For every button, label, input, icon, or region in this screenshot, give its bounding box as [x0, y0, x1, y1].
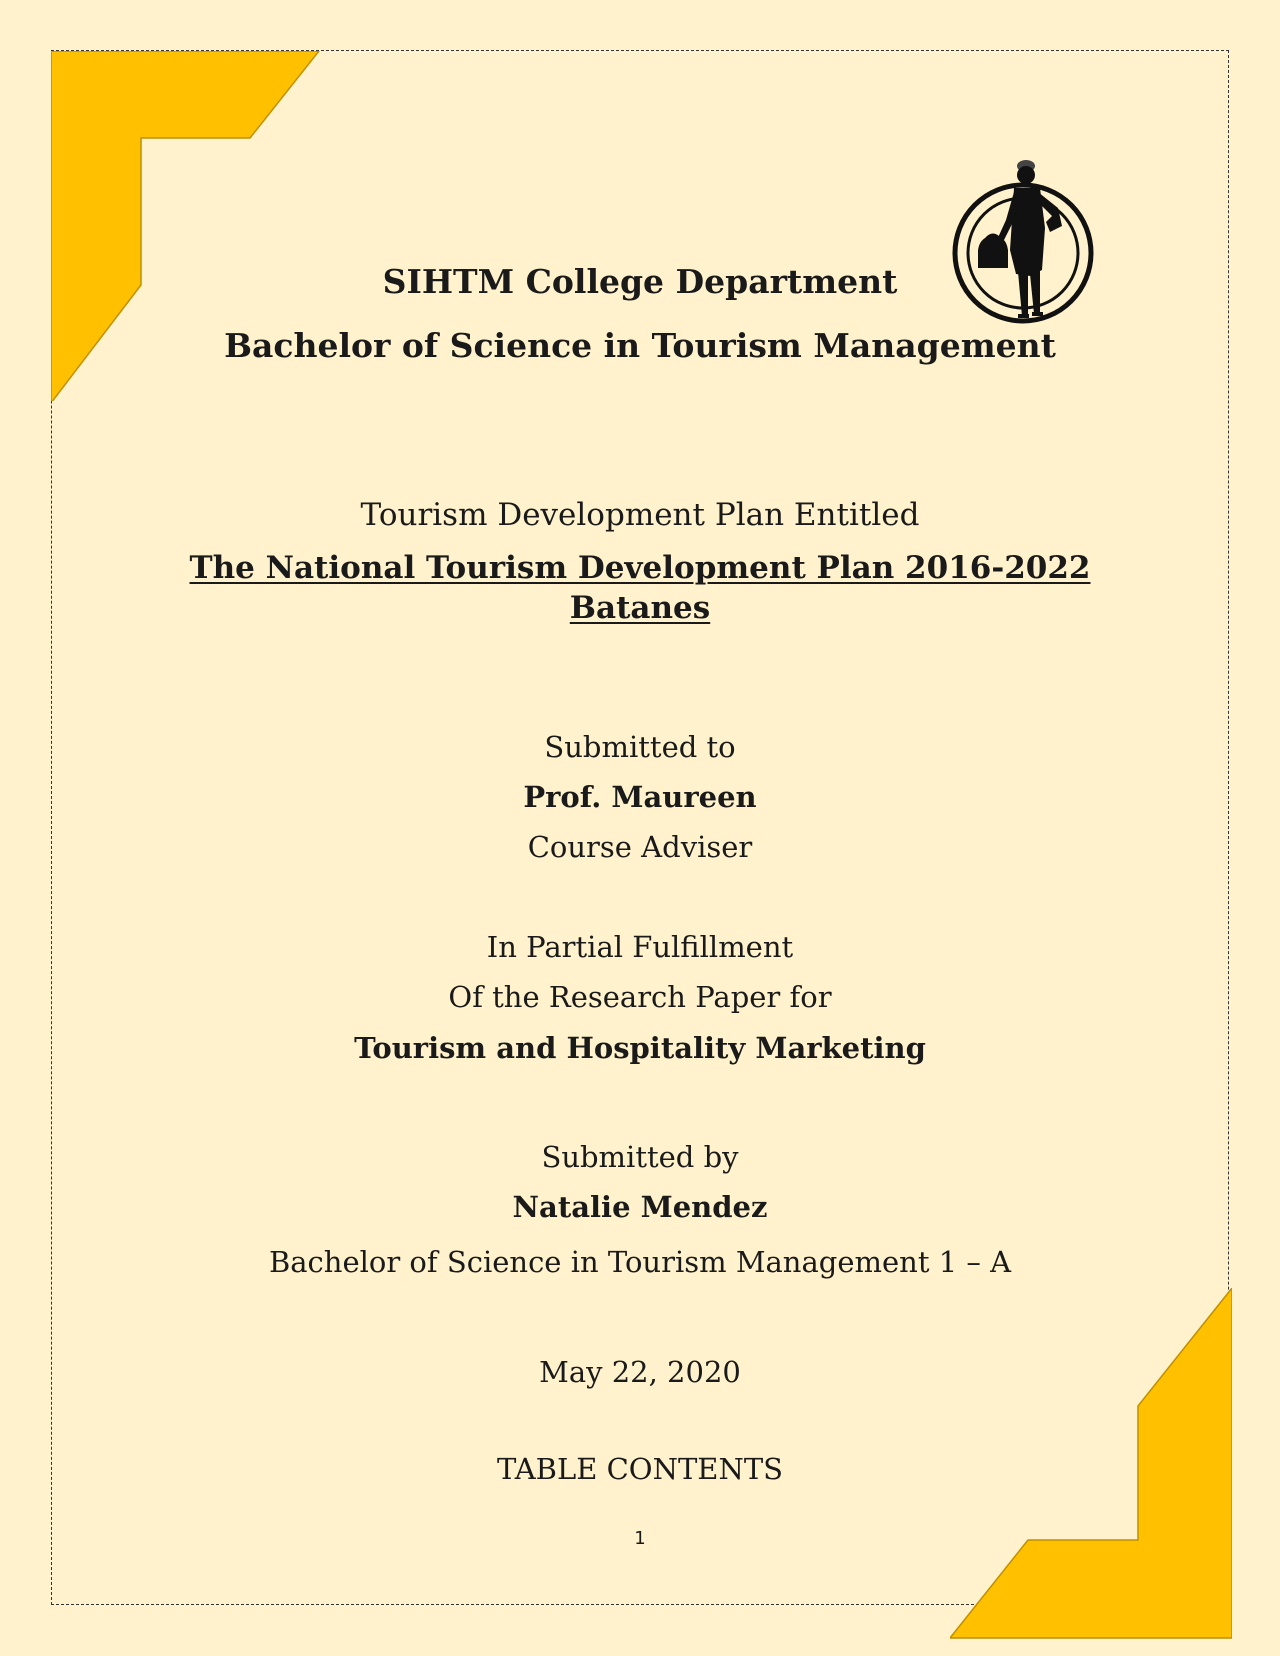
table-of-contents-heading: TABLE CONTENTS	[496, 1452, 784, 1486]
plan-lead-text: Tourism Development Plan Entitled	[360, 497, 920, 533]
page-number: 1	[634, 1528, 646, 1549]
adviser-role: Course Adviser	[527, 830, 753, 864]
submitted-by-label: Submitted by	[541, 1140, 739, 1174]
program-title: Bachelor of Science in Tourism Management	[224, 326, 1056, 365]
fulfillment-line-1: In Partial Fulfillment	[486, 930, 794, 964]
plan-title-line-2	[0, 590, 1280, 626]
author-name: Natalie Mendez	[512, 1190, 768, 1224]
adviser-name: Prof. Maureen	[523, 780, 757, 814]
course-name: Tourism and Hospitality Marketing	[354, 1031, 926, 1065]
plan-title-line-1-text: The National Tourism Development Plan 2016-2022	[189, 550, 1091, 586]
submission-date: May 22, 2020	[539, 1355, 741, 1389]
submitted-to-label: Submitted to	[544, 730, 736, 764]
author-program: Bachelor of Science in Tourism Management 1 – A	[268, 1245, 1012, 1279]
plan-title-line-1	[0, 550, 1280, 586]
flight-attendant-logo-icon	[950, 150, 1096, 330]
plan-title-line-2-text: Batanes	[569, 590, 711, 626]
department-title: SIHTM College Department	[382, 262, 898, 301]
fulfillment-line-2: Of the Research Paper for	[448, 980, 832, 1014]
